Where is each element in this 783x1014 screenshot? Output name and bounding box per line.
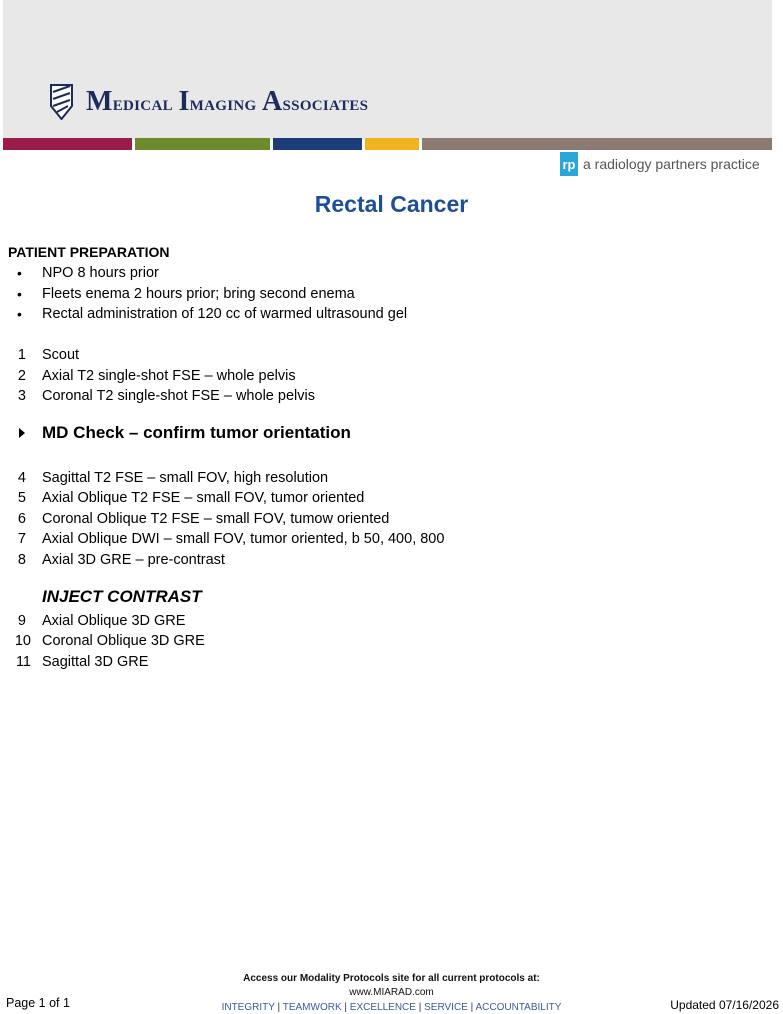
sequence-item: Axial Oblique 3D GRE: [42, 613, 186, 629]
value-separator: |: [344, 1002, 348, 1013]
sequence-number: 8: [17, 552, 26, 568]
partner-text: a radiology partners practice: [583, 156, 760, 172]
arrow-right-icon: [19, 428, 25, 438]
partner-tag: [560, 152, 760, 176]
sequence-item: Axial Oblique T2 FSE – small FOV, tumor oriented: [42, 490, 365, 506]
shield-icon: [50, 84, 73, 120]
value-excellence: EXCELLENCE: [349, 1002, 416, 1013]
color-bar: [135, 138, 270, 150]
color-bar: [273, 138, 362, 150]
radiology-partners-logo-icon: [560, 152, 578, 176]
inject-contrast-step: INJECT CONTRAST: [42, 587, 202, 606]
value-accountability: ACCOUNTABILITY: [475, 1002, 562, 1013]
value-separator: |: [277, 1002, 281, 1013]
sequence-item: Coronal Oblique 3D GRE: [42, 633, 205, 649]
color-bar: [3, 138, 132, 150]
md-check-step: MD Check – confirm tumor orientation: [42, 423, 351, 442]
footer: [0, 973, 783, 1013]
sequence-item: Axial Oblique DWI – small FOV, tumor oriented, b 50, 400, 800: [42, 531, 445, 547]
sequence-number: 3: [17, 388, 26, 404]
sequence-item: Coronal Oblique T2 FSE – small FOV, tumow oriented: [42, 511, 390, 527]
value-teamwork: TEAMWORK: [282, 1002, 342, 1013]
sequence-number: 6: [17, 511, 26, 527]
sequence-item: Coronal T2 single-shot FSE – whole pelvis: [42, 388, 315, 404]
bullet-icon: •: [17, 306, 22, 322]
footer-url-link[interactable]: www.MIARAD.com: [349, 987, 434, 998]
bullet-icon: •: [17, 265, 22, 281]
sequence-number: 4: [17, 470, 26, 486]
sequence-number: 2: [17, 368, 26, 384]
sequence-item: Axial T2 single-shot FSE – whole pelvis: [42, 368, 296, 384]
color-bar: [365, 138, 419, 150]
org-logo: [50, 84, 368, 120]
updated-date: Updated 07/16/2026: [670, 998, 779, 1012]
sequence-item: Axial 3D GRE – pre-contrast: [42, 552, 225, 568]
prep-item: Fleets enema 2 hours prior; bring second enema: [42, 286, 355, 302]
sequence-number: 11: [15, 654, 31, 670]
bullet-icon: •: [17, 286, 22, 302]
sequence-number: 5: [17, 490, 26, 506]
color-bar: [422, 138, 772, 150]
footer-access-text: Access our Modality Protocols site for all current protocols at:: [243, 973, 540, 984]
org-name: Medical Imaging Associates: [86, 86, 369, 117]
page-title: Rectal Cancer: [314, 191, 469, 217]
brand-color-bars: [3, 138, 772, 150]
sequence-item: Sagittal T2 FSE – small FOV, high resolution: [42, 470, 329, 486]
sequence-number: 7: [17, 531, 26, 547]
sequence-number: 9: [17, 613, 26, 629]
prep-item: NPO 8 hours prior: [42, 265, 159, 281]
sequence-number: 1: [17, 347, 26, 363]
sequence-number: 10: [14, 633, 31, 649]
footer-values: [0, 1002, 783, 1013]
page-number: Page 1 of 1: [6, 996, 70, 1010]
value-service: SERVICE: [424, 1002, 468, 1013]
value-integrity: INTEGRITY: [221, 1002, 275, 1013]
sequence-item: Scout: [42, 347, 80, 363]
sequence-item: Sagittal 3D GRE: [42, 654, 149, 670]
section-heading: PATIENT PREPARATION: [8, 244, 170, 260]
prep-item: Rectal administration of 120 cc of warmed ultrasound gel: [42, 306, 408, 322]
svg-text:rp: rp: [562, 157, 576, 172]
value-separator: |: [418, 1002, 422, 1013]
value-separator: |: [470, 1002, 474, 1013]
